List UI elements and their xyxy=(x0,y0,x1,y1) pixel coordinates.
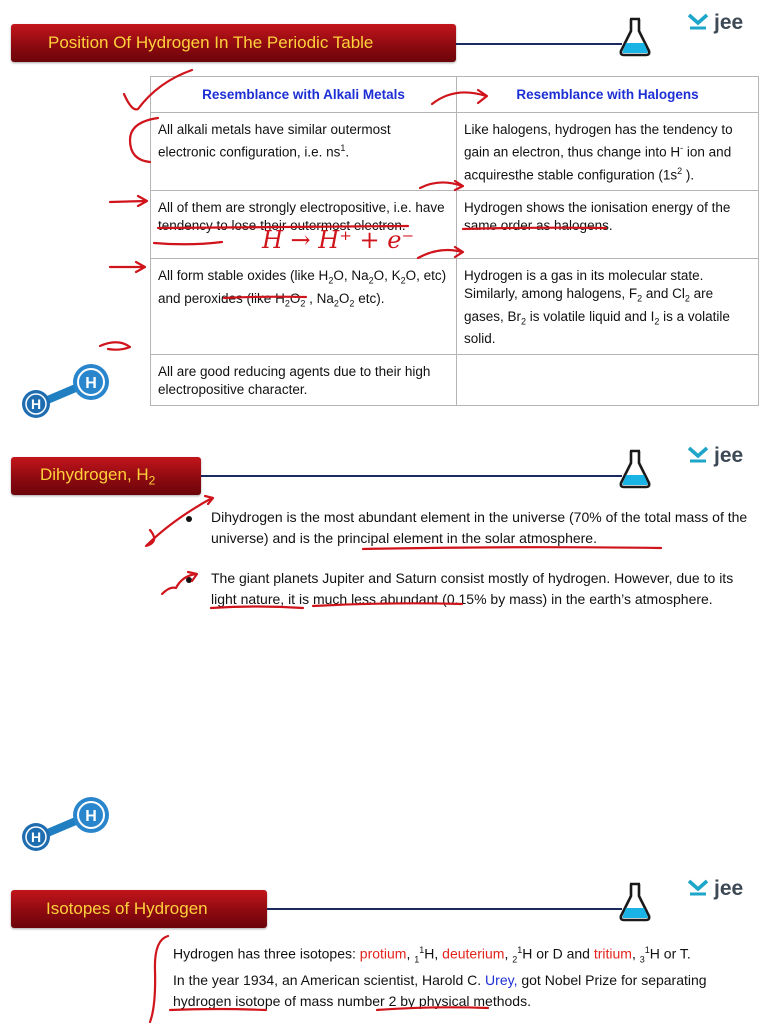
svg-text:H: H xyxy=(30,396,42,412)
header-rule xyxy=(267,908,622,910)
svg-text:H: H xyxy=(85,808,97,825)
table-cell: Like halogens, hydrogen has the tendency to gain an electron, thus change into H- ion and acquiresthe stable configuration ($1s^2$ ). xyxy=(457,113,759,191)
svg-text:H: H xyxy=(85,375,97,392)
section-banner-dihydrogen xyxy=(11,457,201,495)
bullet xyxy=(186,577,192,583)
dihydrogen-point-1: Dihydrogen is the most abundant element in the universe (70% of the total mass of the universe) and is the principal element in the solar atmosphere. xyxy=(211,509,748,546)
table-cell xyxy=(457,355,759,406)
hydrogen-molecule-icon xyxy=(18,357,118,427)
logo-text: jee xyxy=(714,444,744,467)
header-rule xyxy=(201,475,622,477)
table-cell: Hydrogen is a gas in its molecular state. Similarly, among halogens, $F_2$ and $Cl_2$ are gases, $Br_2$ is volatile liquid and $I_2$ is a volatile solid. xyxy=(457,259,759,355)
logo-mark-icon xyxy=(687,12,709,34)
brand-logo xyxy=(687,11,743,35)
logo-mark-icon xyxy=(687,445,709,467)
table-row xyxy=(151,113,759,191)
section-banner-position xyxy=(11,24,456,62)
handwritten-equation: H → H⁺ + e⁻ xyxy=(262,226,415,254)
flask-icon xyxy=(618,882,652,922)
flask-icon xyxy=(618,17,652,57)
table-cell: All alkali metals have similar outermost electronic configuration, i.e. $ns^1$. xyxy=(151,113,457,191)
table-row xyxy=(151,259,759,355)
table-row xyxy=(151,191,759,259)
table-cell: All form stable oxides (like $H_2O$, $Na_2O$, $K_2O$, etc) and peroxides (like $H_2O_2$ , $Na_2O_2$ etc). xyxy=(151,259,457,355)
section-title: Isotopes of Hydrogen xyxy=(46,899,208,918)
table-cell: All are good reducing agents due to their high electropositive character. xyxy=(151,355,457,406)
header-rule xyxy=(456,43,622,45)
bullet xyxy=(186,516,192,522)
table-row xyxy=(151,355,759,406)
brand-logo xyxy=(687,444,743,468)
svg-text:H: H xyxy=(30,829,42,845)
logo-text: jee xyxy=(714,877,744,900)
comparison-table xyxy=(150,76,759,406)
column-header-alkali: Resemblance with Alkali Metals xyxy=(151,77,457,113)
dihydrogen-point-2: The giant planets Jupiter and Saturn consist mostly of hydrogen. However, due to its light nature, it is much less abundant (0.15% by mass) in the earth’s atmosphere. xyxy=(211,570,734,607)
section-title: Position Of Hydrogen In The Periodic Table xyxy=(48,33,374,52)
column-header-halogens: Resemblance with Halogens xyxy=(457,77,759,113)
isotopes-line-3: hydrogen isotope of mass number 2 by physical methods. xyxy=(173,993,531,1010)
table-cell: Hydrogen shows the ionisation energy of the same order as halogens. xyxy=(457,191,759,259)
isotopes-line-1: Hydrogen has three isotopes: protium, $_1^1$H, deuterium, $_2^1$H or D and tritium, $_3^1$H or T. xyxy=(173,945,691,965)
isotopes-paragraph xyxy=(173,940,763,1012)
logo-mark-icon xyxy=(687,878,709,900)
table-cell: All of them are strongly electropositive, i.e. have tendency to lose their outermost electron. xyxy=(151,191,457,259)
section-title: Dihydrogen, $H_2$ xyxy=(40,464,156,488)
hydrogen-molecule-icon xyxy=(18,790,118,860)
logo-text: jee xyxy=(714,11,744,34)
brand-logo xyxy=(687,877,743,901)
section-banner-isotopes xyxy=(11,890,267,928)
isotopes-line-2: In the year 1934, an American scientist, Harold C. Urey, got Nobel Prize for separating xyxy=(173,972,707,989)
flask-icon xyxy=(618,449,652,489)
